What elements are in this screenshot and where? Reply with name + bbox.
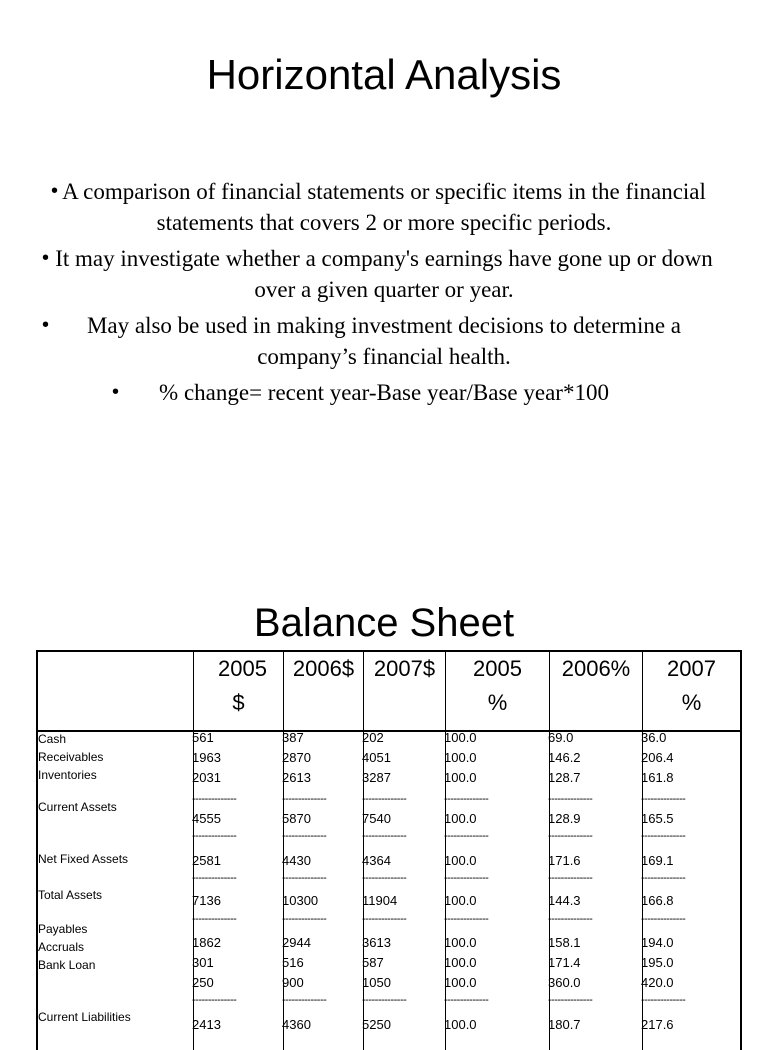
table-cell: 69.0: [548, 730, 574, 745]
column-header: 2007$: [364, 652, 446, 730]
table-cell: 100.0: [444, 730, 477, 745]
table-cell: 171.4: [548, 955, 581, 970]
table-cell: 100.0: [444, 811, 477, 826]
row-label: Inventories: [38, 768, 97, 782]
table-cell: 900: [282, 975, 304, 990]
table-cell: 2944: [282, 935, 311, 950]
table-cell: 100.0: [444, 935, 477, 950]
subtotal-separator: --------------: [641, 995, 686, 1005]
row-label: Bank Loan: [38, 958, 96, 972]
row-label: Net Fixed Assets: [38, 852, 129, 866]
bullet-marker: •: [51, 180, 59, 202]
subtotal-separator: --------------: [641, 831, 686, 841]
subtotal-separator: --------------: [641, 794, 686, 804]
subtotal-separator: --------------: [641, 914, 686, 924]
column-header: 2007 %: [667, 656, 716, 715]
table-cell: 180.7: [548, 1017, 581, 1032]
column-header: 2005 %: [446, 652, 550, 730]
row-label: Accruals: [38, 940, 85, 954]
table-cell: 11904: [362, 893, 398, 908]
table-cell: 5870: [282, 811, 311, 826]
subtotal-separator: --------------: [282, 873, 327, 883]
bullet-text: % change= recent year-Base year/Base year*100: [159, 380, 609, 405]
subtotal-separator: --------------: [362, 831, 407, 841]
table-cell: 166.8: [641, 893, 674, 908]
bullet-marker: •: [42, 314, 50, 336]
table-cell: 2870: [282, 750, 311, 765]
bullet-list: [0, 176, 768, 413]
table-cell: 202: [362, 730, 384, 745]
subtotal-separator: --------------: [192, 831, 237, 841]
balance-sheet-title: Balance Sheet: [253, 601, 515, 645]
table-cell: 171.6: [548, 853, 581, 868]
subtotal-separator: --------------: [192, 914, 237, 924]
table-cell: 3613: [362, 935, 391, 950]
table-cell: 4051: [362, 750, 391, 765]
table-cell: 194.0: [641, 935, 674, 950]
slide-title: Horizontal Analysis: [206, 51, 562, 98]
table-cell: 169.1: [641, 853, 674, 868]
table-cell: 195.0: [641, 955, 674, 970]
subtotal-separator: --------------: [192, 873, 237, 883]
table-cell: 301: [192, 955, 214, 970]
subtotal-separator: --------------: [362, 794, 407, 804]
subtotal-separator: --------------: [362, 995, 407, 1005]
table-cell: 10300: [282, 893, 319, 908]
table-cell: 4360: [282, 1017, 311, 1032]
bullet-item: [51, 176, 709, 238]
table-cell: 100.0: [444, 955, 477, 970]
subtotal-separator: --------------: [192, 794, 237, 804]
bullet-marker: •: [112, 381, 120, 403]
subtotal-separator: --------------: [282, 794, 327, 804]
row-label: Payables: [38, 922, 88, 936]
subtotal-separator: --------------: [444, 873, 489, 883]
table-cell: 2613: [282, 770, 311, 785]
subtotal-separator: --------------: [548, 914, 593, 924]
table-cell: 387: [282, 730, 304, 745]
table-cell: 128.7: [548, 770, 581, 785]
table-cell: 360.0: [548, 975, 581, 990]
row-label: Current Assets: [38, 800, 117, 814]
subtotal-separator: --------------: [548, 995, 593, 1005]
table-cell: 516: [282, 955, 304, 970]
table-cell: 2581: [192, 853, 221, 868]
table-cell: 206.4: [641, 750, 674, 765]
table-cell: 146.2: [548, 750, 581, 765]
balance-sheet-table: [36, 650, 742, 1050]
table-cell: 165.5: [641, 811, 674, 826]
table-cell: 250: [192, 975, 214, 990]
bullet-item: [42, 243, 714, 305]
table-cell: 100.0: [444, 975, 477, 990]
subtotal-separator: --------------: [548, 794, 593, 804]
table-cell: 5250: [362, 1017, 391, 1032]
subtotal-separator: --------------: [444, 794, 489, 804]
table-cell: 4364: [362, 853, 391, 868]
table-cell: 2031: [192, 770, 221, 785]
subtotal-separator: --------------: [282, 995, 327, 1005]
row-label: Total Assets: [38, 888, 103, 902]
table-cell: 36.0: [641, 730, 667, 745]
bullet-item: [42, 310, 714, 372]
column-header: 2006%: [550, 652, 643, 730]
column-header: 2005 $: [194, 652, 284, 730]
bullet-text: A comparison of financial statements or specific items in the financial statements that covers 2 or more specific periods.: [62, 179, 706, 235]
bullet-text: It may investigate whether a company's earnings have gone up or down over a given quarter or year.: [55, 246, 713, 302]
column-header: [38, 652, 194, 730]
subtotal-separator: --------------: [362, 914, 407, 924]
table-cell: 4555: [192, 811, 221, 826]
subtotal-separator: --------------: [548, 873, 593, 883]
subtotal-separator: --------------: [548, 831, 593, 841]
table-cell: 7136: [192, 893, 221, 908]
table-cell: 161.8: [641, 770, 674, 785]
table-cell: 217.6: [641, 1017, 674, 1032]
table-cell: 420.0: [641, 975, 674, 990]
subtotal-separator: --------------: [444, 831, 489, 841]
table-cell: 100.0: [444, 853, 477, 868]
table-cell: 128.9: [548, 811, 581, 826]
table-cell: 1050: [362, 975, 391, 990]
row-label: Cash: [38, 732, 67, 746]
table-cell: 587: [362, 955, 384, 970]
table-cell: 1862: [192, 935, 221, 950]
subtotal-separator: --------------: [192, 995, 237, 1005]
table-cell: 100.0: [444, 1017, 477, 1032]
table-cell: 7540: [362, 811, 391, 826]
bullet-item: [112, 377, 644, 408]
table-cell: 561: [192, 730, 214, 745]
row-label: Receivables: [38, 750, 104, 764]
bullet-text: May also be used in making investment decisions to determine a company’s financial health.: [86, 313, 682, 369]
table-cell: 4430: [282, 853, 311, 868]
column-header: 2006$: [284, 652, 364, 730]
header-rule: [38, 730, 740, 732]
table-cell: 3287: [362, 770, 391, 785]
subtotal-separator: --------------: [282, 914, 327, 924]
subtotal-separator: --------------: [444, 914, 489, 924]
subtotal-separator: --------------: [282, 831, 327, 841]
table-cell: 100.0: [444, 893, 477, 908]
subtotal-separator: --------------: [641, 873, 686, 883]
table-cell: 144.3: [548, 893, 581, 908]
row-label: Current Liabilities: [38, 1010, 131, 1024]
subtotal-separator: --------------: [362, 873, 407, 883]
subtotal-separator: --------------: [444, 995, 489, 1005]
table-cell: 1963: [192, 750, 221, 765]
table-cell: 158.1: [548, 935, 581, 950]
table-cell: 100.0: [444, 770, 477, 785]
bullet-marker: •: [42, 247, 50, 269]
table-cell: 100.0: [444, 750, 477, 765]
table-cell: 2413: [192, 1017, 221, 1032]
